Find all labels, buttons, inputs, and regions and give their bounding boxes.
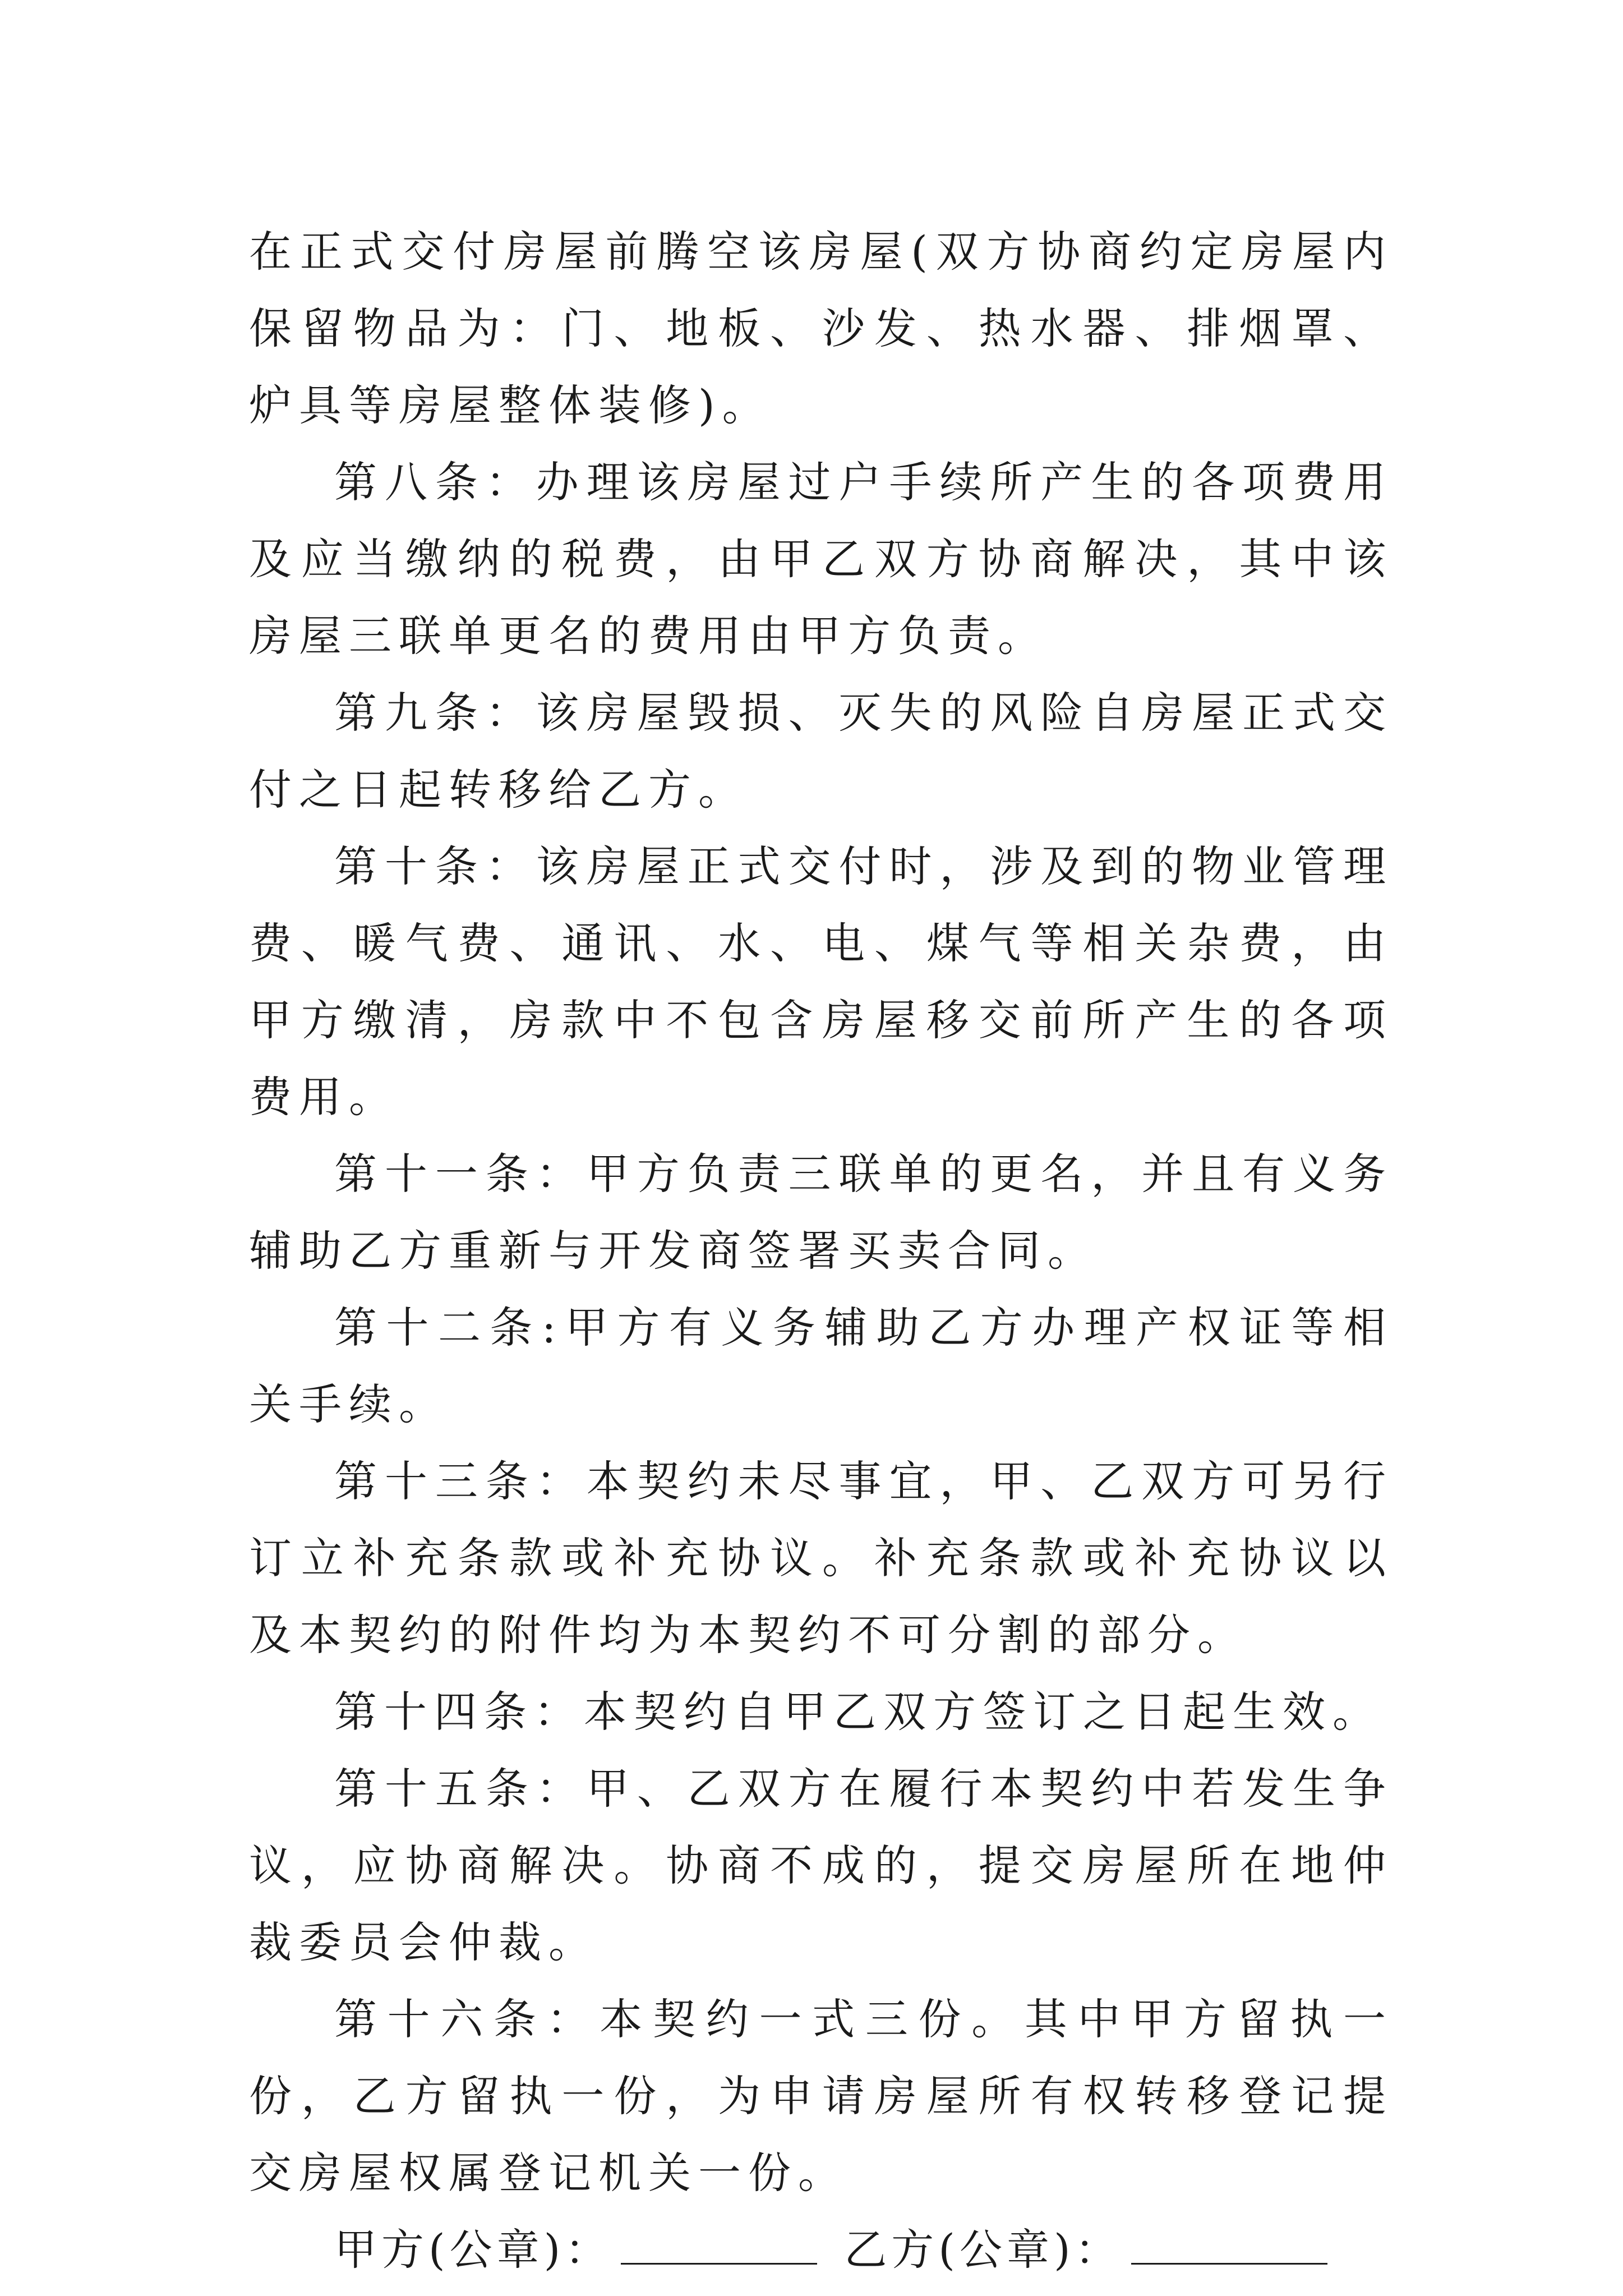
article-9: 第九条：该房屋毁损、灭失的风险自房屋正式交付之日起转移给乙方。 [249,688,1393,815]
article-11: 第十一条：甲方负责三联单的更名，并且有义务辅助乙方重新与开发商签署买卖合同。 [249,1149,1393,1276]
article-14: 第十四条：本契约自甲乙双方签订之日起生效。 [334,1687,1382,1737]
party-b-seal-label: 乙方(公章)： [844,2225,1122,2275]
article-12: 第十二条:甲方有义务辅助乙方办理产权证等相关手续。 [249,1303,1393,1429]
article-16: 第十六条：本契约一式三份。其中甲方留执一份，乙方留执一份，为申请房屋所有权转移登记提交房屋权属登记机关一份。 [249,1994,1393,2198]
party-a-seal-label: 甲方(公章)： [334,2225,612,2275]
signature-row [249,2211,1393,2288]
party-a-signature-line [621,2229,817,2265]
contract-body [249,213,1393,2288]
paragraph-continuation: 在正式交付房屋前腾空该房屋(双方协商约定房屋内保留物品为：门、地板、沙发、热水器、排烟罩、炉具等房屋整体装修)。 [249,227,1393,430]
article-15: 第十五条：甲、乙双方在履行本契约中若发生争议，应协商解决。协商不成的，提交房屋所在地仲裁委员会仲裁。 [249,1764,1393,1967]
article-8: 第八条：办理该房屋过户手续所产生的各项费用及应当缴纳的税费，由甲乙双方协商解决，其中该房屋三联单更名的费用由甲方负责。 [249,457,1393,661]
party-b-signature-line [1131,2229,1327,2265]
article-13: 第十三条：本契约未尽事宜，甲、乙双方可另行订立补充条款或补充协议。补充条款或补充协议以及本契约的附件均为本契约不可分割的部分。 [249,1456,1393,1660]
article-10: 第十条：该房屋正式交付时，涉及到的物业管理费、暖气费、通讯、水、电、煤气等相关杂费，由甲方缴清，房款中不包含房屋移交前所产生的各项费用。 [249,841,1393,1122]
